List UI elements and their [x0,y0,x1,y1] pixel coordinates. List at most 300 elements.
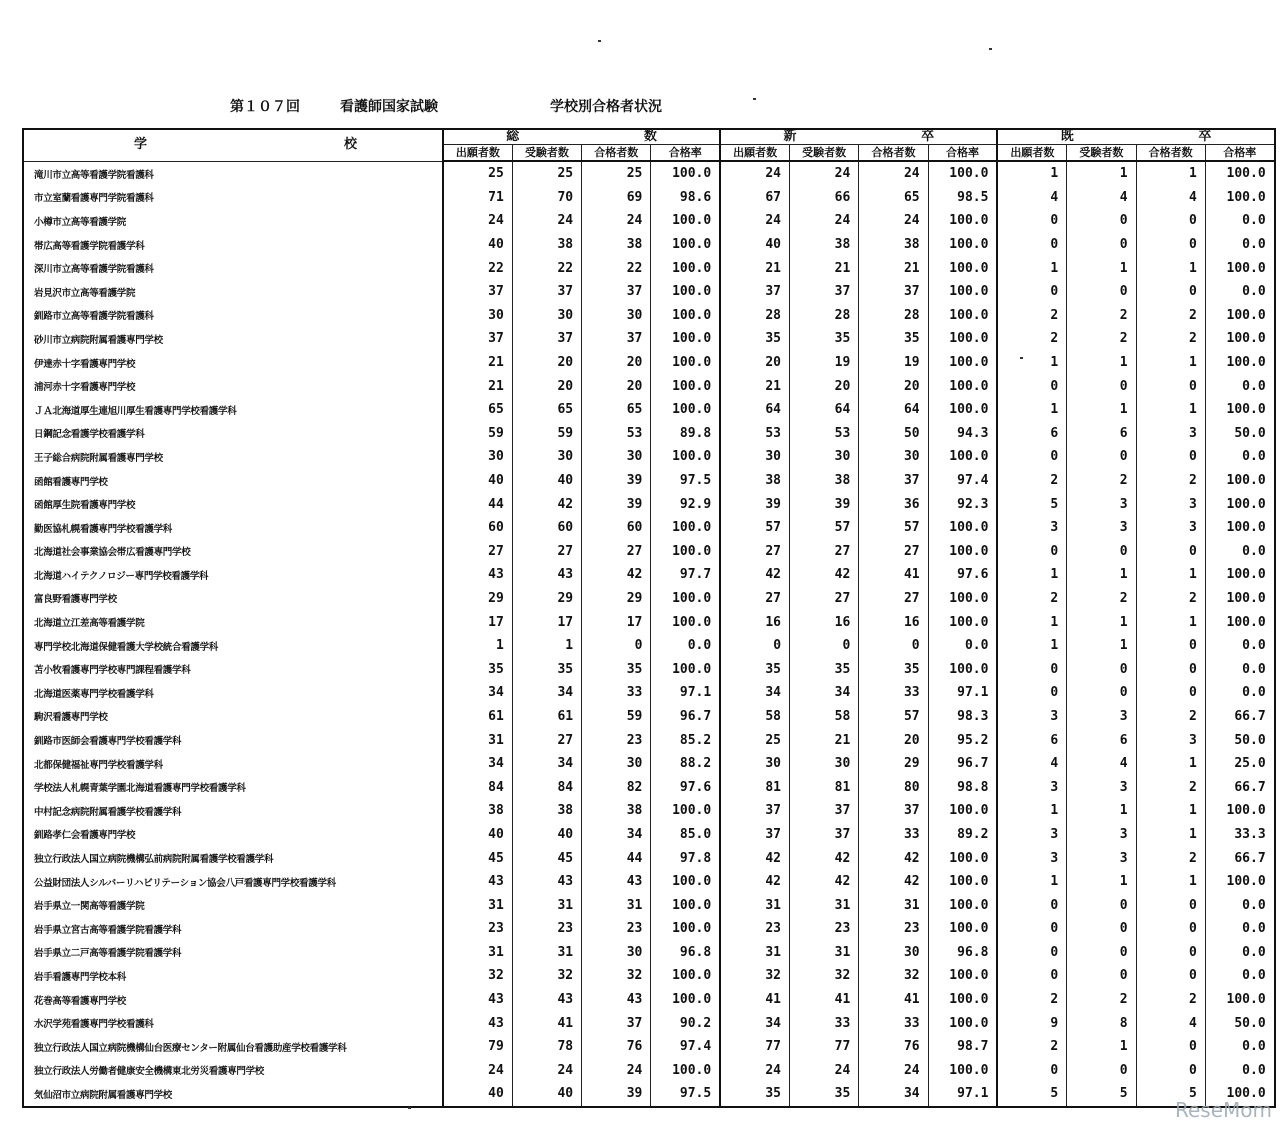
table-cell: 4 [1067,752,1136,776]
table-cell: 40 [720,233,789,257]
table-cell: 34 [790,681,859,705]
table-cell: 31 [720,893,789,917]
table-cell: 92.3 [928,492,997,516]
table-cell: 23 [582,917,651,941]
table-cell: 40 [512,469,581,493]
table-cell: 100.0 [1205,186,1274,210]
table-cell: 2 [997,988,1066,1012]
table-cell: 0 [1136,941,1205,965]
table-row [23,1011,1275,1035]
group-label-right: 卒 [1198,129,1212,144]
table-cell: 31 [790,941,859,965]
table-row [23,610,1275,634]
school-name: 浦河赤十字看護専門学校 [23,374,443,398]
school-name: 公益財団法人シルバーリハビリテーション協会八戸看護専門学校看護学科 [23,870,443,894]
table-cell: 31 [720,941,789,965]
table-cell: 0.0 [1205,941,1274,965]
table-cell: 1 [1136,351,1205,375]
table-cell: 34 [720,681,789,705]
table-cell: 24 [790,1059,859,1083]
table-cell: 1 [1136,799,1205,823]
table-cell: 0 [1067,540,1136,564]
table-cell: 33 [859,1011,928,1035]
table-cell: 22 [512,256,581,280]
table-cell: 89.8 [651,422,720,446]
table-cell: 0.0 [1205,634,1274,658]
table-cell: 1 [1067,870,1136,894]
exam-name: 看護師国家試験 [340,99,438,115]
table-cell: 3 [1067,516,1136,540]
table-cell: 31 [582,893,651,917]
table-cell: 5 [1067,1082,1136,1107]
table-cell: 3 [997,823,1066,847]
table-cell: 38 [582,233,651,257]
table-cell: 3 [997,516,1066,540]
table-cell: 76 [859,1035,928,1059]
table-cell: 39 [582,469,651,493]
table-row [23,893,1275,917]
table-cell: 0.0 [1205,209,1274,233]
column-header: 受験者数 [790,145,859,162]
table-cell: 31 [443,728,512,752]
table-cell: 24 [720,209,789,233]
table-cell: 100.0 [1205,304,1274,328]
group-label-left: 新 [783,129,797,144]
table-cell: 60 [443,516,512,540]
table-cell: 66 [790,186,859,210]
table-cell: 3 [1136,516,1205,540]
table-cell: 0 [1067,209,1136,233]
table-cell: 100.0 [928,988,997,1012]
table-cell: 37 [790,799,859,823]
table-cell: 100.0 [651,351,720,375]
table-cell: 3 [1067,846,1136,870]
table-cell: 58 [790,705,859,729]
table-cell: 100.0 [928,610,997,634]
table-row [23,256,1275,280]
table-cell: 97.6 [651,775,720,799]
table-cell: 37 [720,799,789,823]
school-name: 中村記念病院附属看護学校看護学科 [23,799,443,823]
table-cell: 17 [443,610,512,634]
table-cell: 41 [859,563,928,587]
table-cell: 38 [512,799,581,823]
table-cell: 30 [790,752,859,776]
table-cell: 39 [790,492,859,516]
table-cell: 0.0 [928,634,997,658]
table-cell: 94.3 [928,422,997,446]
table-cell: 0 [997,964,1066,988]
table-cell: 59 [512,422,581,446]
table-cell: 2 [997,304,1066,328]
table-cell: 100.0 [651,587,720,611]
table-cell: 100.0 [928,587,997,611]
scan-speck [753,98,756,100]
table-cell: 0 [1067,374,1136,398]
table-cell: 50.0 [1205,422,1274,446]
table-cell: 65 [859,186,928,210]
table-cell: 100.0 [928,351,997,375]
table-cell: 29 [859,752,928,776]
school-name: 北海道医薬専門学校看護学科 [23,681,443,705]
table-cell: 28 [859,304,928,328]
table-cell: 64 [720,398,789,422]
school-name: 水沢学苑看護専門学校看護科 [23,1011,443,1035]
table-cell: 65 [443,398,512,422]
table-cell: 37 [720,823,789,847]
table-cell: 60 [512,516,581,540]
table-cell: 24 [790,209,859,233]
table-cell: 39 [582,492,651,516]
table-cell: 100.0 [928,964,997,988]
table-cell: 23 [512,917,581,941]
table-cell: 35 [720,657,789,681]
table-cell: 35 [582,657,651,681]
table-cell: 76 [582,1035,651,1059]
table-cell: 37 [512,280,581,304]
table-cell: 4 [997,752,1066,776]
table-cell: 20 [859,374,928,398]
table-cell: 30 [720,445,789,469]
table-cell: 81 [720,775,789,799]
school-name: 独立行政法人労働者健康安全機構東北労災看護専門学校 [23,1059,443,1083]
table-row [23,161,1275,186]
group-header-previous [997,129,1274,145]
table-cell: 100.0 [651,893,720,917]
table-cell: 0 [1067,681,1136,705]
table-row [23,634,1275,658]
school-name: 花巻高等看護専門学校 [23,988,443,1012]
table-cell: 67 [720,186,789,210]
table-cell: 37 [582,1011,651,1035]
table-cell: 45 [443,846,512,870]
table-cell: 100.0 [651,256,720,280]
table-cell: 3 [997,846,1066,870]
table-cell: 24 [720,1059,789,1083]
table-cell: 1 [1067,161,1136,186]
table-cell: 22 [443,256,512,280]
table-cell: 42 [512,492,581,516]
table-cell: 100.0 [1205,469,1274,493]
school-name: 伊達赤十字看護専門学校 [23,351,443,375]
table-cell: 37 [859,799,928,823]
table-cell: 27 [790,540,859,564]
table-cell: 32 [443,964,512,988]
table-cell: 100.0 [651,917,720,941]
table-cell: 50 [859,422,928,446]
table-cell: 98.3 [928,705,997,729]
table-cell: 37 [582,327,651,351]
school-name: 岩手看護専門学校本科 [23,964,443,988]
table-cell: 37 [859,280,928,304]
school-name: 勤医協札幌看護専門学校看護学科 [23,516,443,540]
table-cell: 19 [859,351,928,375]
table-row [23,351,1275,375]
table-cell: 27 [720,540,789,564]
table-cell: 1 [997,398,1066,422]
table-cell: 97.1 [928,681,997,705]
column-header: 出願者数 [720,145,789,162]
table-cell: 1 [1067,398,1136,422]
table-cell: 0 [1067,917,1136,941]
table-cell: 34 [443,681,512,705]
table-row [23,823,1275,847]
table-cell: 1 [1136,256,1205,280]
table-cell: 100.0 [928,1059,997,1083]
scan-speck [1020,357,1023,359]
table-cell: 23 [582,728,651,752]
table-cell: 30 [720,752,789,776]
table-row [23,304,1275,328]
table-cell: 33 [582,681,651,705]
table-cell: 35 [790,657,859,681]
table-cell: 31 [443,941,512,965]
table-cell: 85.2 [651,728,720,752]
table-cell: 96.8 [928,941,997,965]
table-cell: 34 [443,752,512,776]
table-cell: 2 [1067,587,1136,611]
table-cell: 0.0 [1205,374,1274,398]
table-cell: 37 [720,280,789,304]
table-cell: 0 [1136,917,1205,941]
table-cell: 100.0 [651,374,720,398]
table-row [23,422,1275,446]
table-cell: 3 [1067,823,1136,847]
table-cell: 21 [443,351,512,375]
school-name: 王子総合病院附属看護専門学校 [23,445,443,469]
table-cell: 3 [997,705,1066,729]
school-name: 北都保健福祉専門学校看護学科 [23,752,443,776]
table-cell: 35 [512,657,581,681]
table-cell: 42 [790,870,859,894]
school-name: 小樽市立高等看護学院 [23,209,443,233]
table-cell: 0 [1136,657,1205,681]
school-column-header [23,129,443,161]
table-cell: 100.0 [928,917,997,941]
table-cell: 1 [997,256,1066,280]
table-cell: 39 [582,1082,651,1107]
table-row [23,870,1275,894]
table-cell: 23 [720,917,789,941]
table-cell: 3 [1136,422,1205,446]
table-cell: 28 [790,304,859,328]
table-cell: 44 [582,846,651,870]
table-cell: 2 [1136,846,1205,870]
table-cell: 35 [790,1082,859,1107]
table-cell: 0 [1067,233,1136,257]
table-cell: 80 [859,775,928,799]
table-cell: 100.0 [928,398,997,422]
table-cell: 41 [859,988,928,1012]
table-cell: 100.0 [651,398,720,422]
table-cell: 100.0 [1205,351,1274,375]
table-cell: 100.0 [1205,398,1274,422]
table-cell: 53 [720,422,789,446]
table-cell: 1 [1067,256,1136,280]
table-cell: 23 [443,917,512,941]
table-cell: 53 [790,422,859,446]
group-header-total [443,129,720,145]
school-name: 岩見沢市立高等看護学院 [23,280,443,304]
table-cell: 89.2 [928,823,997,847]
table-cell: 0 [1136,964,1205,988]
column-header: 合格率 [1205,145,1274,162]
table-cell: 9 [997,1011,1066,1035]
table-cell: 100.0 [928,233,997,257]
table-cell: 27 [859,587,928,611]
table-cell: 0.0 [1205,1059,1274,1083]
table-cell: 0.0 [1205,1035,1274,1059]
table-cell: 0.0 [1205,280,1274,304]
table-cell: 0 [997,1059,1066,1083]
table-cell: 30 [512,445,581,469]
table-cell: 30 [790,445,859,469]
table-cell: 65 [512,398,581,422]
table-cell: 65 [582,398,651,422]
table-cell: 100.0 [1205,161,1274,186]
table-cell: 77 [790,1035,859,1059]
table-cell: 20 [790,374,859,398]
table-cell: 100.0 [928,280,997,304]
table-cell: 25.0 [1205,752,1274,776]
table-cell: 27 [790,587,859,611]
table-cell: 100.0 [928,846,997,870]
table-cell: 100.0 [1205,799,1274,823]
table-cell: 100.0 [651,233,720,257]
table-cell: 100.0 [1205,563,1274,587]
results-table [22,128,1276,1108]
table-cell: 27 [859,540,928,564]
table-row [23,540,1275,564]
column-header: 合格者数 [582,145,651,162]
table-cell: 24 [859,161,928,186]
table-row [23,728,1275,752]
table-cell: 27 [512,540,581,564]
table-cell: 20 [720,351,789,375]
table-cell: 100.0 [651,327,720,351]
table-cell: 21 [790,728,859,752]
results-body [23,161,1275,1107]
table-cell: 1 [1136,823,1205,847]
table-cell: 35 [859,657,928,681]
school-name: 岩手県立一関高等看護学院 [23,893,443,917]
table-cell: 35 [720,327,789,351]
table-row [23,775,1275,799]
school-name: 北海道社会事業協会帯広看護専門学校 [23,540,443,564]
table-cell: 42 [859,870,928,894]
table-cell: 25 [720,728,789,752]
table-cell: 92.9 [651,492,720,516]
table-cell: 84 [512,775,581,799]
scan-speck [598,40,601,42]
school-name: 苫小牧看護専門学校専門課程看護学科 [23,657,443,681]
table-cell: 40 [443,1082,512,1107]
table-cell: 35 [790,327,859,351]
table-row [23,752,1275,776]
table-cell: 43 [582,988,651,1012]
table-cell: 0 [997,657,1066,681]
table-cell: 0 [997,681,1066,705]
group-label-left: 既 [1060,129,1074,144]
table-row [23,964,1275,988]
table-row [23,492,1275,516]
table-cell: 1 [1067,634,1136,658]
table-cell: 84 [443,775,512,799]
table-cell: 96.7 [928,752,997,776]
table-cell: 2 [1067,988,1136,1012]
table-cell: 25 [512,161,581,186]
table-cell: 2 [997,469,1066,493]
table-cell: 43 [512,870,581,894]
table-cell: 1 [1136,870,1205,894]
table-cell: 17 [512,610,581,634]
table-cell: 0 [582,634,651,658]
table-cell: 1 [1136,398,1205,422]
table-cell: 35 [720,1082,789,1107]
table-cell: 43 [512,563,581,587]
table-cell: 0.0 [1205,445,1274,469]
table-cell: 97.1 [928,1082,997,1107]
table-cell: 38 [512,233,581,257]
table-cell: 24 [512,209,581,233]
table-cell: 37 [790,823,859,847]
school-name: 滝川市立高等看護学院看護科 [23,161,443,186]
table-cell: 100.0 [651,657,720,681]
table-cell: 21 [790,256,859,280]
table-cell: 0 [1067,1059,1136,1083]
table-cell: 98.7 [928,1035,997,1059]
table-cell: 0 [1136,540,1205,564]
school-name: 学校法人札幌青葉学園北海道看護専門学校看護学科 [23,775,443,799]
report-title: 学校別合格者状況 [550,99,662,115]
table-cell: 39 [720,492,789,516]
column-header: 合格者数 [1136,145,1205,162]
table-cell: 0 [1136,634,1205,658]
table-cell: 1 [1136,752,1205,776]
table-cell: 0.0 [1205,964,1274,988]
table-cell: 100.0 [651,540,720,564]
table-cell: 50.0 [1205,1011,1274,1035]
table-cell: 1 [1067,610,1136,634]
table-cell: 3 [1136,492,1205,516]
table-cell: 33 [859,681,928,705]
school-name: 日鋼記念看護学校看護学科 [23,422,443,446]
table-cell: 100.0 [928,161,997,186]
table-cell: 59 [582,705,651,729]
table-cell: 25 [582,161,651,186]
table-cell: 0 [1067,280,1136,304]
table-cell: 100.0 [651,610,720,634]
table-cell: 97.1 [651,681,720,705]
table-row [23,1082,1275,1107]
table-cell: 1 [997,161,1066,186]
table-cell: 24 [720,161,789,186]
table-row [23,233,1275,257]
scan-speck [408,1107,411,1109]
table-cell: 82 [582,775,651,799]
column-header: 合格率 [928,145,997,162]
table-cell: 0 [997,540,1066,564]
table-cell: 37 [443,280,512,304]
table-cell: 100.0 [928,209,997,233]
table-cell: 30 [443,445,512,469]
table-cell: 1 [1136,161,1205,186]
table-cell: 31 [790,893,859,917]
table-cell: 21 [443,374,512,398]
table-cell: 5 [997,1082,1066,1107]
table-row [23,1059,1275,1083]
table-cell: 1 [1067,799,1136,823]
